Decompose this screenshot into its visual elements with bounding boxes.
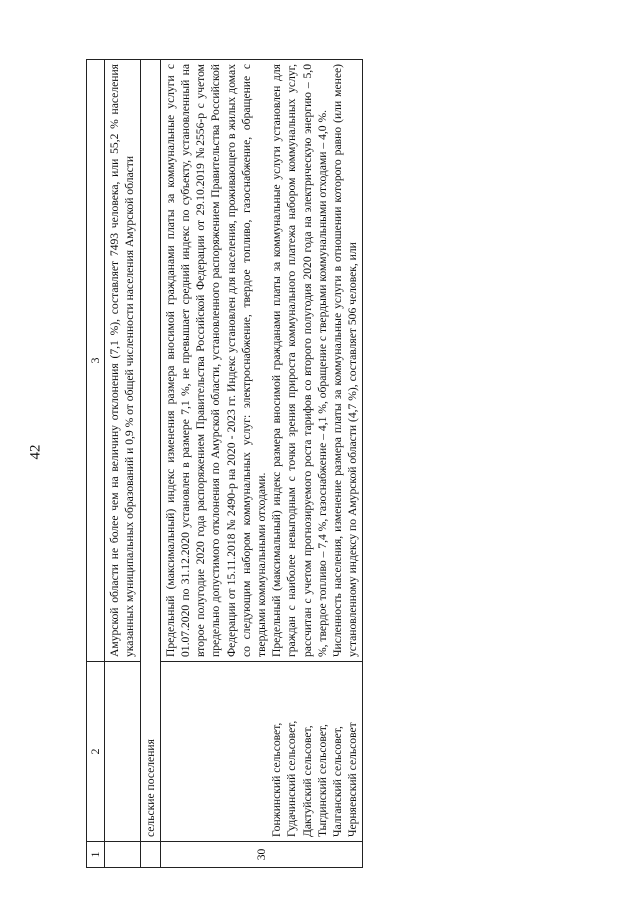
cont-text: Амурской области не более чем на величину отклонения (7,1 %), составляет 7493 человека, или 55,2 % населения указанных муниципальных образований и 0,9 % от общей численности населения Амурской области	[105, 60, 140, 662]
document-page	[86, 60, 598, 868]
paragraph-index: Предельный (максимальный) индекс изменения размера вносимой гражданами платы за коммунальные услуги с 01.07.2020 по 31.12.2020 установлен в размере 7,1 %, не превышает средний индекс по субъекту, установленный на второе полугодие 2020 года распоряжением Правительства Российской Федерации от 29.10.2019 №2556-р с учетом предельно допустимого отклонения по Амурской области, установленного распоряжением Правительства Российской Федерации от 15.11.2018 № 2490-р на 2020 - 2023 гг. Индекс установлен для населения, проживающего в жилых домах со следующим набором коммунальных услуг: электроснабжение, твердое топливо, газоснабжение, обращение с твердыми коммунальными отходами.	[163, 64, 269, 657]
section-col-1	[140, 842, 160, 868]
row-number: 30	[160, 842, 363, 868]
header-col-2: 2	[87, 662, 105, 842]
row-description	[160, 60, 363, 662]
continuation-row	[105, 60, 140, 868]
page-number: 42	[27, 444, 44, 460]
data-row-30	[160, 60, 363, 868]
header-col-1: 1	[87, 842, 105, 868]
cont-col-2	[105, 662, 140, 842]
header-row	[87, 60, 105, 868]
paragraph-population: Численность населения, изменение размера платы за коммунальные услуги в отношении которого равно (или менее) установленному индексу по Амурской области (4,7 %), составляет 506 человек, или	[331, 64, 360, 657]
header-col-3: 3	[87, 60, 105, 662]
paragraph-calculation: Предельный (максимальный) индекс размера вносимой гражданами платы за коммунальные услуги установлен для граждан с наиболее невыгодным с точки зрения прироста коммунального платежа набором коммунальных услуг, рассчитан с учетом прогнозируемого роста тарифов со второго полугодия 2020 года на электрическую энергию – 5,0 %, твердое топливо – 7,4 %, газоснабжение – 4,1 %, обращение с твердыми коммунальными отходами – 4,0 %.	[270, 64, 329, 657]
section-row	[140, 60, 160, 868]
rotated-table-wrapper	[86, 60, 598, 868]
municipality-list: Гонжинский сельсовет, Гудачинский сельсовет, Дактуйский сельсовет, Тыгдинский сельсовет, Чалганский сельсовет, Черняевский сельсовет	[160, 662, 363, 842]
cont-col-1	[105, 842, 140, 868]
tariff-table	[86, 59, 363, 868]
section-label: сельские поселения	[140, 60, 160, 842]
